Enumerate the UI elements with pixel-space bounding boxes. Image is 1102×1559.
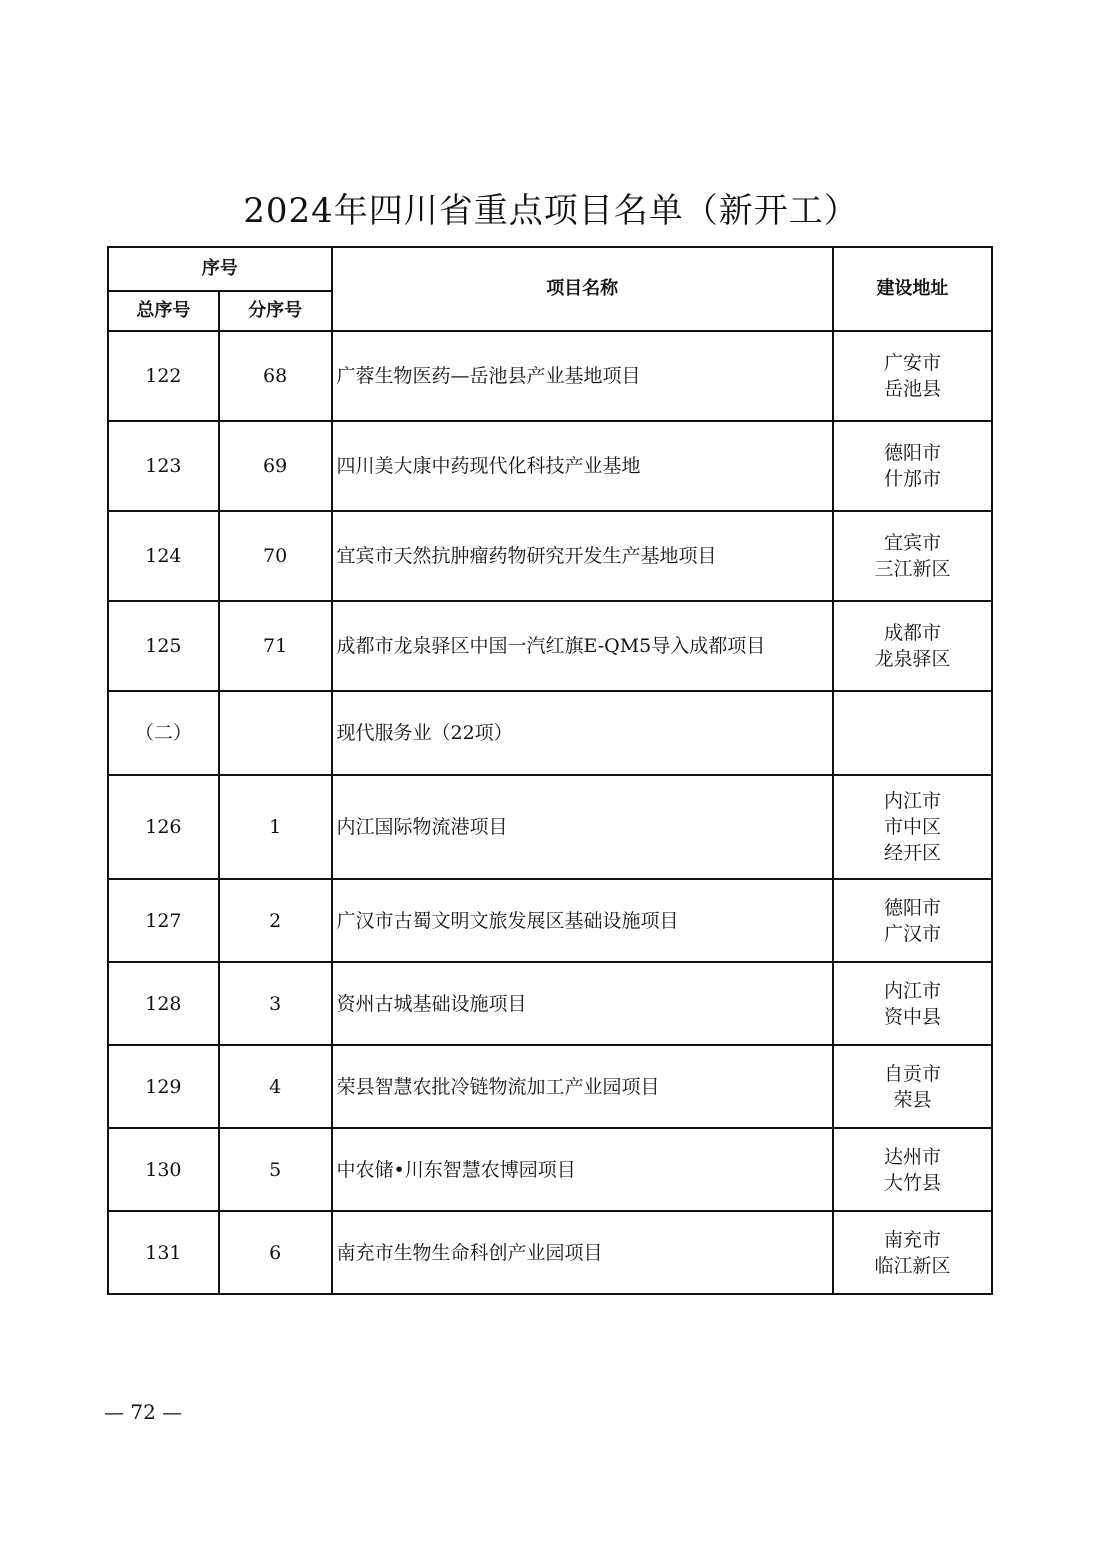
table-row xyxy=(108,879,992,962)
cell-sub-no xyxy=(219,691,332,775)
location-line: 广安市 xyxy=(883,352,941,374)
cell-total-no: （二） xyxy=(108,691,219,775)
table-row xyxy=(108,421,992,511)
cell-project-name: 南充市生物生命科创产业园项目 xyxy=(332,1211,833,1294)
cell-sub-no: 71 xyxy=(219,601,332,691)
table-row xyxy=(108,1211,992,1294)
location-line: 什邡市 xyxy=(883,468,941,490)
cell-total-no: 123 xyxy=(108,421,219,511)
header-project-name: 项目名称 xyxy=(332,247,833,331)
cell-total-no: 125 xyxy=(108,601,219,691)
cell-location xyxy=(833,601,992,691)
location-line: 德阳市 xyxy=(883,896,941,919)
table-row xyxy=(108,775,992,879)
cell-total-no: 129 xyxy=(108,1045,219,1128)
cell-project-name: 现代服务业（22项） xyxy=(332,691,833,775)
location-line: 资中县 xyxy=(883,1005,941,1028)
cell-sub-no: 70 xyxy=(219,511,332,601)
page-number: — 72 — xyxy=(104,1400,183,1424)
location-line: 经开区 xyxy=(883,842,941,864)
location-line: 成都市 xyxy=(883,622,941,644)
cell-location xyxy=(833,421,992,511)
cell-project-name: 四川美大康中药现代化科技产业基地 xyxy=(332,421,833,511)
location-line: 宜宾市 xyxy=(883,532,941,554)
page-title: 2024年四川省重点项目名单（新开工） xyxy=(243,191,859,231)
cell-location xyxy=(833,962,992,1045)
cell-total-no: 124 xyxy=(108,511,219,601)
cell-project-name: 广汉市古蜀文明文旅发展区基础设施项目 xyxy=(332,879,833,962)
location-line: 临江新区 xyxy=(874,1254,951,1277)
cell-sub-no: 1 xyxy=(219,775,332,879)
table-header xyxy=(108,247,992,331)
table-row xyxy=(108,1045,992,1128)
cell-sub-no: 69 xyxy=(219,421,332,511)
header-total-no: 总序号 xyxy=(108,291,219,331)
cell-location xyxy=(833,879,992,962)
location-line: 龙泉驿区 xyxy=(874,648,951,670)
cell-total-no: 131 xyxy=(108,1211,219,1294)
location-line: 大竹县 xyxy=(883,1171,941,1194)
table-body xyxy=(108,331,992,1294)
cell-total-no: 127 xyxy=(108,879,219,962)
cell-total-no: 130 xyxy=(108,1128,219,1211)
cell-location xyxy=(833,691,992,775)
table-row xyxy=(108,1128,992,1211)
cell-sub-no: 4 xyxy=(219,1045,332,1128)
cell-sub-no: 6 xyxy=(219,1211,332,1294)
location-line: 内江市 xyxy=(883,979,941,1002)
table-row xyxy=(108,962,992,1045)
table-row xyxy=(108,331,992,421)
table-row xyxy=(108,601,992,691)
cell-sub-no: 2 xyxy=(219,879,332,962)
location-line: 荣县 xyxy=(893,1088,932,1111)
header-sub-no: 分序号 xyxy=(219,291,332,331)
table-row xyxy=(108,691,992,775)
location-line: 南充市 xyxy=(883,1228,941,1251)
location-line: 内江市 xyxy=(883,790,941,812)
cell-project-name: 成都市龙泉驿区中国一汽红旗E-QM5导入成都项目 xyxy=(332,601,833,691)
location-line: 达州市 xyxy=(883,1145,941,1168)
project-table xyxy=(107,246,993,1295)
cell-location xyxy=(833,775,992,879)
cell-project-name: 广蓉生物医药—岳池县产业基地项目 xyxy=(332,331,833,421)
cell-location xyxy=(833,1128,992,1211)
cell-total-no: 126 xyxy=(108,775,219,879)
cell-project-name: 资州古城基础设施项目 xyxy=(332,962,833,1045)
cell-location xyxy=(833,1211,992,1294)
cell-project-name: 宜宾市天然抗肿瘤药物研究开发生产基地项目 xyxy=(332,511,833,601)
cell-total-no: 122 xyxy=(108,331,219,421)
header-serial-group: 序号 xyxy=(108,247,332,291)
cell-project-name: 内江国际物流港项目 xyxy=(332,775,833,879)
cell-sub-no: 68 xyxy=(219,331,332,421)
location-line: 市中区 xyxy=(883,816,941,838)
table-row xyxy=(108,511,992,601)
location-line: 三江新区 xyxy=(874,558,951,580)
location-line: 自贡市 xyxy=(883,1062,941,1085)
cell-location xyxy=(833,511,992,601)
location-line: 广汉市 xyxy=(883,922,941,945)
cell-project-name: 中农储•川东智慧农博园项目 xyxy=(332,1128,833,1211)
cell-sub-no: 3 xyxy=(219,962,332,1045)
cell-total-no: 128 xyxy=(108,962,219,1045)
location-line: 德阳市 xyxy=(883,442,941,464)
cell-sub-no: 5 xyxy=(219,1128,332,1211)
cell-project-name: 荣县智慧农批冷链物流加工产业园项目 xyxy=(332,1045,833,1128)
location-line: 岳池县 xyxy=(883,378,941,400)
header-location: 建设地址 xyxy=(833,247,992,331)
cell-location xyxy=(833,331,992,421)
cell-location xyxy=(833,1045,992,1128)
